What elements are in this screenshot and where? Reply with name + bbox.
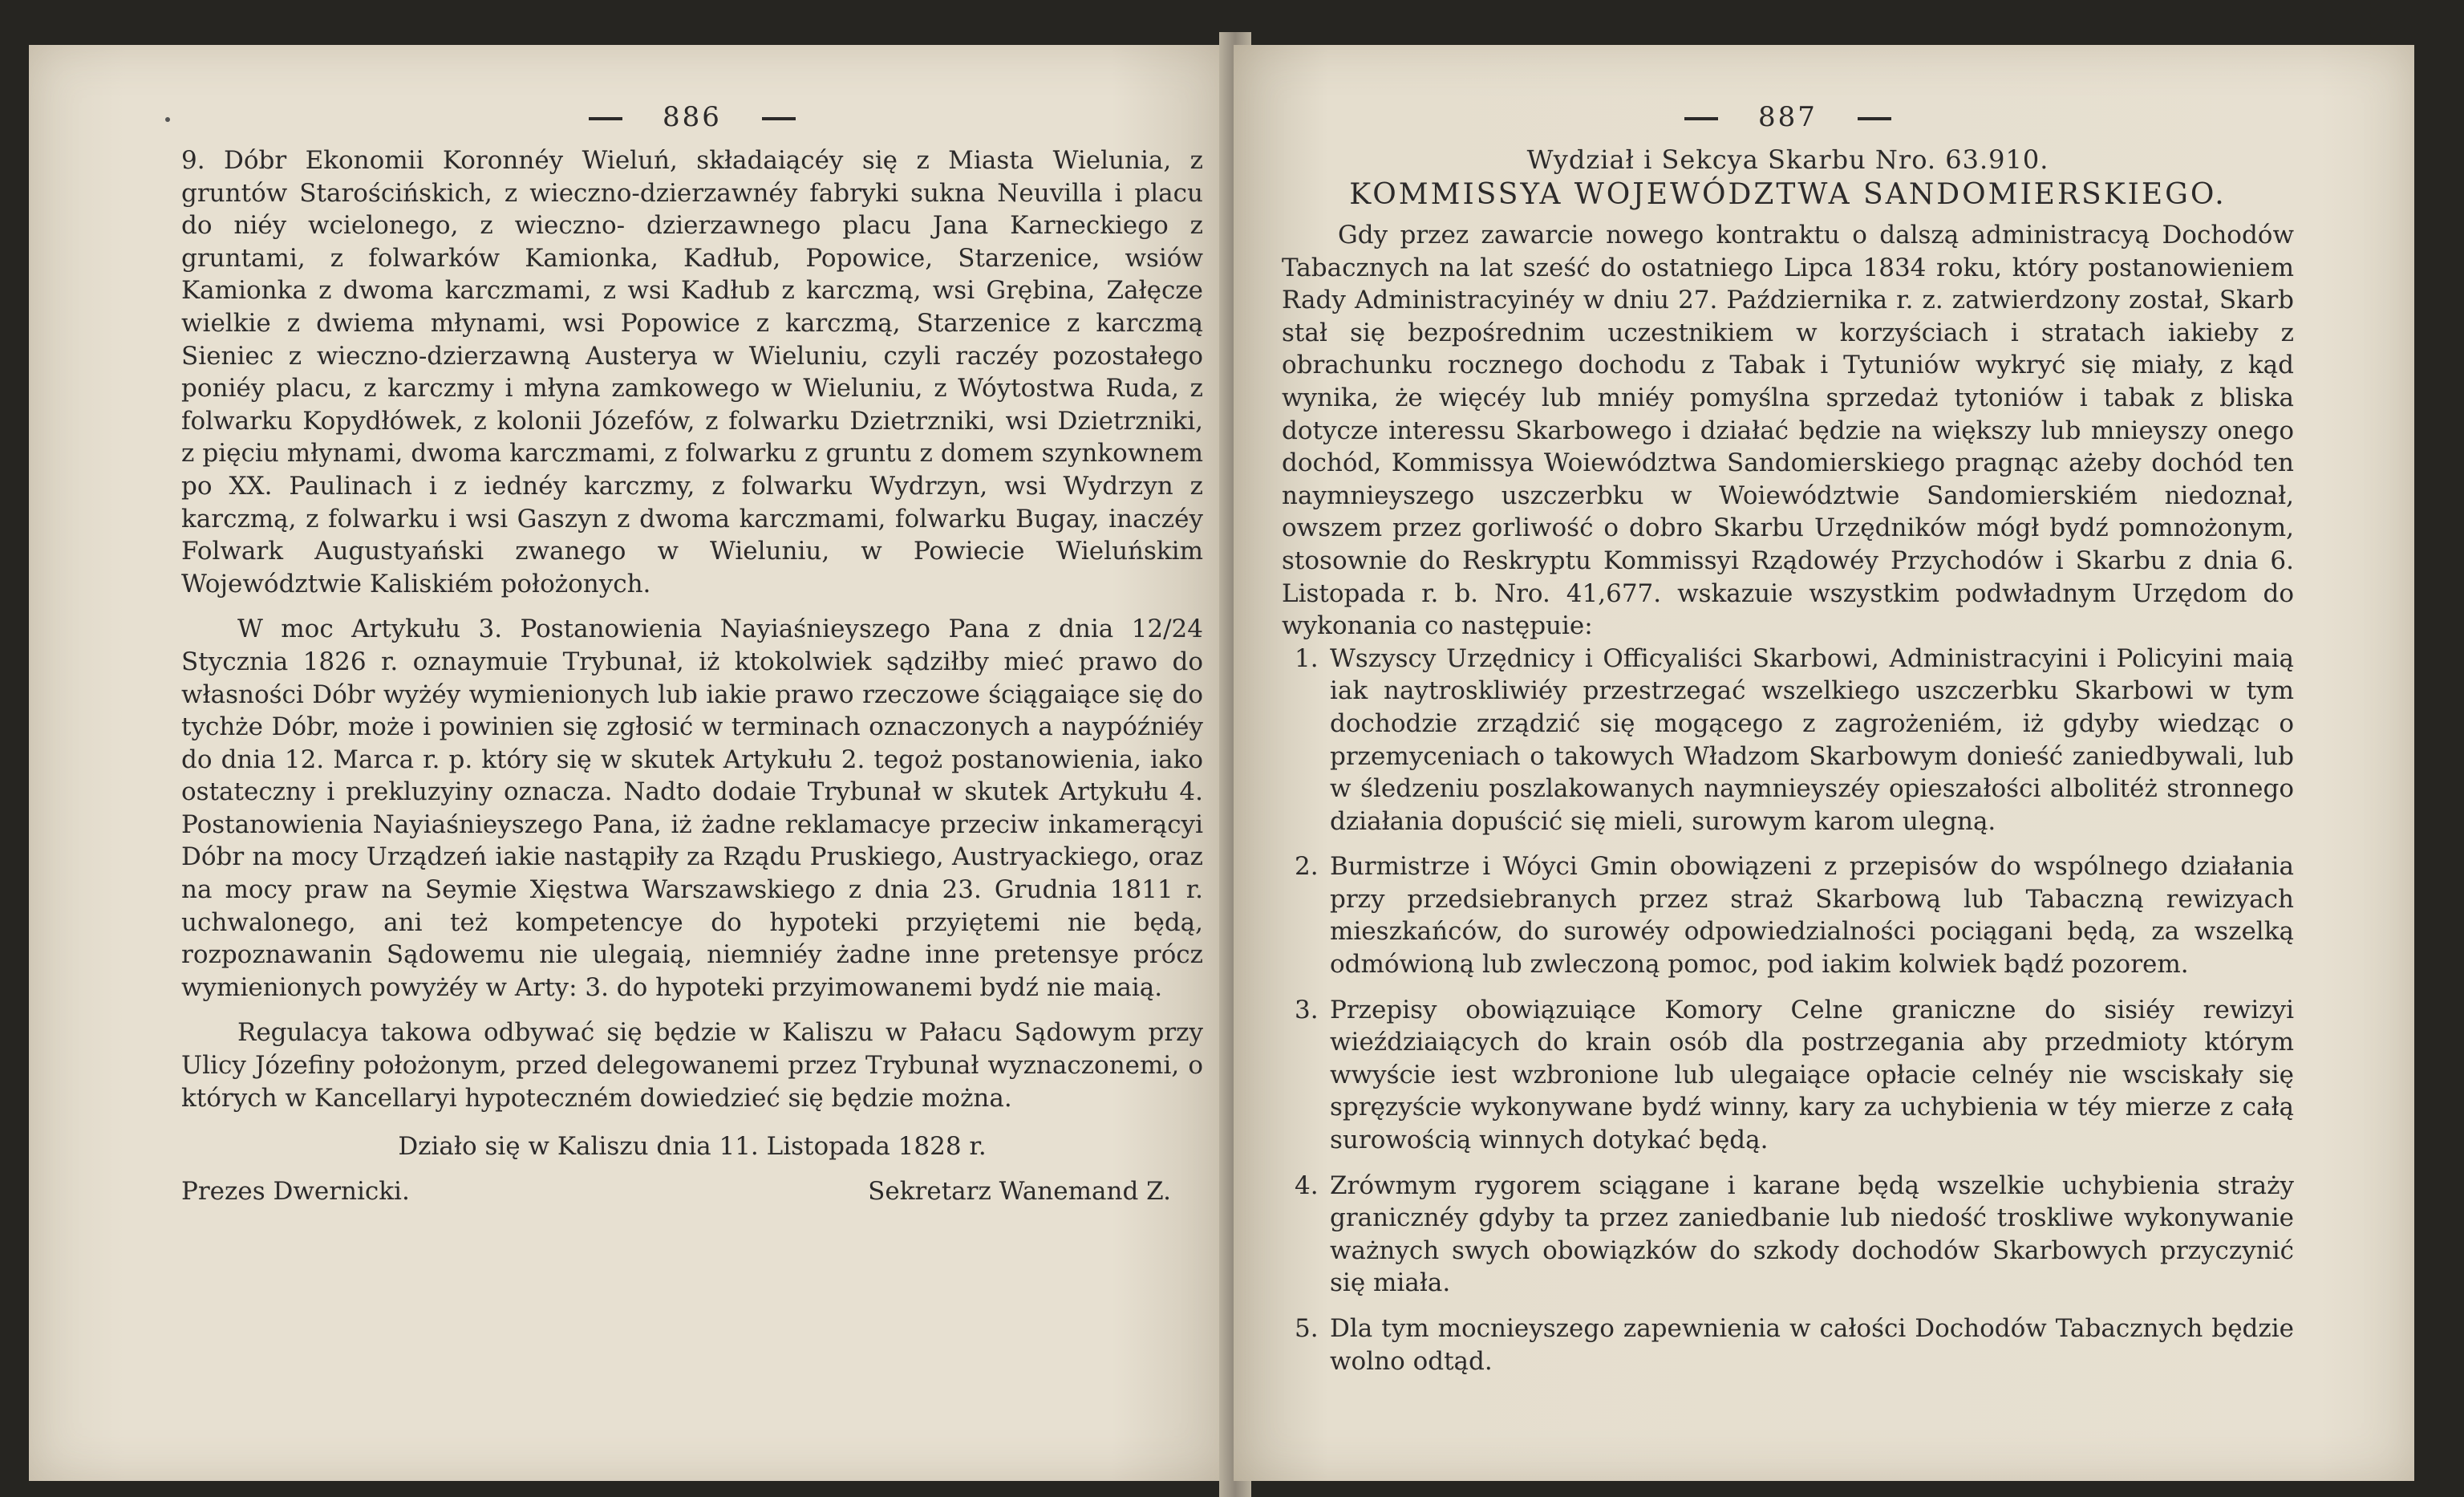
list-item [1295,1312,2294,1377]
left-page [29,45,1232,1481]
header-dash [1858,117,1891,120]
list-item-number: 1. [1295,643,1319,673]
signature-president: Prezes Dwernicki. [181,1177,410,1207]
list-item-number: 4. [1295,1170,1319,1200]
list-item-text: Przepisy obowiązuiące Komory Celne graniczne do sisiéy rewizyi wieździaiących do krain osób dla postrzegania aby przedmioty którym wwyście iest wzbronione lub ulegaiące opłacie celnéy nie wsciskały się spręzyście wykonywane bydź winny, kary za uchybienia w téy mierze z całą surowością winnych dotykać będą. [1330,995,2294,1155]
department-heading: Wydział i Sekcya Skarbu Nro. 63.910. [1526,144,2049,175]
right-page-header [1282,101,2294,133]
right-page [1234,45,2414,1481]
list-item [1295,850,2294,980]
list-item [1295,643,2294,838]
list-item-number: 3. [1295,995,1319,1024]
right-page-body [1282,219,2294,1377]
list-item [1295,1170,2294,1300]
list-item-text: Wszyscy Urzędnicy i Officyaliści Skarbowi, Administracyini i Policyini maią iak naytroskliwiéy przestrzegać wszelkiego uszczerbku Skarbowi w tym dochodzie zrządzić się mogącego z zagrożeniém, iż gdyby wiedząc o przemyceniach o takowych Władzom Skarbowym donieść zaniedbywali, lub w śledzeniu poszlakowanych naymnieyszéy opieszałości albolitéż stronnego działania dopuścić się mieli, surowym karom ulegną. [1330,643,2294,836]
header-dash [1684,117,1718,120]
signature-secretary: Sekretarz Wanemand Z. [868,1177,1171,1207]
paragraph-regulation: Regulacya takowa odbywać się będzie w Kaliszu w Pałacu Sądowym przy Ulicy Józefiny położonym, przed delegowanemi przez Trybunał wyznaczonemi, o których w Kancellaryi hypoteczném dowiedzieć się będzie można. [181,1018,1203,1113]
list-item-number: 5. [1295,1314,1319,1343]
ink-speck [165,117,170,122]
list-item-number: 2. [1295,852,1319,882]
commission-title: KOMMISSYA WOJEWÓDZTWA SANDOMIERSKIEGO. [1349,178,2227,211]
left-page-body [181,144,1203,1114]
list-item [1295,994,2294,1157]
header-dash [589,117,622,120]
paragraph-trybunal-notice: W moc Artykułu 3. Postanowienia Nayiaśnieyszego Pana z dnia 12/24 Stycznia 1826 r. oznaymuie Trybunał, iż ktokolwiek sądziłby mieć prawo do własności Dóbr wyżéy wymienionych lub iakie prawo rzeczowe ściągaiące się do tychże Dóbr, może i powinien się zgłosić w terminach oznaczonych a naypóźniéy do dnia 12. Marca r. p. który się w skutek Artykułu 2. tegoż postanowienia, iako ostateczny i prekluzyiny oznacza. Nadto dodaie Trybunał w skutek Artykułu 4. Postanowienia Nayiaśnieyszego Pana, iż żadne reklamacye przeciw inkamerącyi Dóbr na mocy Urządzeń iakie nastąpiły za Rządu Pruskiego, Austryackiego, oraz na mocy praw na Seymie Xięstwa Warszawskiego z dnia 23. Grudnia 1811 r. uchwalonego, ani też kompetencye do hypoteki przyiętemi nie będą, rozpoznawanin Sądowemu nie ulegaią, niemniéy żadne inne pretensye prócz wymienionych powyżéy w Arty: 3. do hypoteki przyimowanemi bydź nie maią. [181,615,1203,1002]
intro-paragraph: Gdy przez zawarcie nowego kontraktu o dalszą administracyą Dochodów Tabacznych na lat sześć do ostatniego Lipca 1834 roku, który postanowieniem Rady Administracyinéy w dniu 27. Października r. z. zatwierdzony został, Skarb stał się bezpośrednim uczestnikiem w korzyściach i stratach iakieby z obrachunku rocznego dochodu z Tabak i Tytuniów wykryć się miały, z kąd wynika, że więcéy lub mniéy pomyślna sprzedaż tytoniów i tabak z bliska dotycze interessu Skarbowego i działać będzie na większy lub mnieyszy onego dochód, Kommissya Woiewództwa Sandomierskiego pragnąc ażeby dochód ten naymnieyszego uszczerbku w Woiewództwie Sandomierskiém niedoznał, owszem przez gorliwość o dobro Skarbu Urzędników mógł bydź pomnożonym, stosownie do Reskryptu Kommissyi Rządowéy Przychodów i Skarbu z dnia 6. Listopada r. b. Nro. 41,677. wskazuie wszystkim podwładnym Urzędom do wykonania co następuie: [1282,221,2294,641]
numbered-list [1282,643,2294,1377]
list-item-text: Burmistrze i Wóyci Gmin obowiązeni z przepisów do wspólnego działania przy przedsiebranych przez straż Skarbową lub Tabaczną rewizyach mieszkańców, do surowéy odpowiedzialności pociągani będą, za wszelką odmówioną lub zwleczoną pomoc, pod iakim kolwiek bądź pozorem. [1330,852,2294,980]
right-page-number: 887 [1758,101,1818,133]
left-page-number: 886 [663,101,722,133]
list-item-text: Dla tym mocnieyszego zapewnienia w całości Dochodów Tabacznych będzie wolno odtąd. [1330,1314,2294,1376]
paragraph-property-description: 9. Dóbr Ekonomii Koronnéy Wieluń, składaiącéy się z Miasta Wielunia, z gruntów Starościńskich, z wieczno-dzierzawnéy fabryki sukna Neuvilla i placu do niéy wcielonego, z wieczno- dzierzawnego placu Jana Karneckiego z gruntami, z folwarków Kamionka, Kadłub, Popowice, Starzenice, wsiów Kamionka z dwoma karczmami, z wsi Kadłub z karczmą, wsi Grębina, Załęcze wielkie z dwiema młynami, wsi Popowice z karczmą, Starzenice z karczmą Sieniec z wieczno-dzierzawną Austerya w Wieluniu, czyli raczéy pozostałego poniéy placu, z karczmy i młyna zamkowego w Wieluniu, z Wóytostwa Ruda, z folwarku Kopydłówek, z kolonii Józefów, z folwarku Dzietrzniki, wsi Dzietrzniki, z pięciu młynami, dwoma karczmami, z folwarku z gruntu z domem szynkownem po XX. Paulinach i z iednéy karczmy, z folwarku Wydrzyn, wsi Wydrzyn z karczmą, z folwarku i wsi Gaszyn z dwoma karczmami, folwarku Bugay, inaczéy Folwark Augustyański zwanego w Wieluniu, w Powiecie Wieluńskim Województwie Kaliskiém położonych. [181,146,1203,598]
header-dash [762,117,796,120]
left-page-header [181,101,1203,133]
date-line: Działo się w Kaliszu dnia 11. Listopada 1828 r. [398,1132,987,1162]
signature-row [181,1177,1203,1206]
list-item-text: Zrówmym rygorem sciągane i karane będą wszelkie uchybienia straży granicznéy gdyby ta przez zaniedbanie lub niedość troskliwe wykonywanie ważnych swych obowiązków do szkody dochodów Skarbowych przyczynić się miała. [1330,1170,2294,1298]
